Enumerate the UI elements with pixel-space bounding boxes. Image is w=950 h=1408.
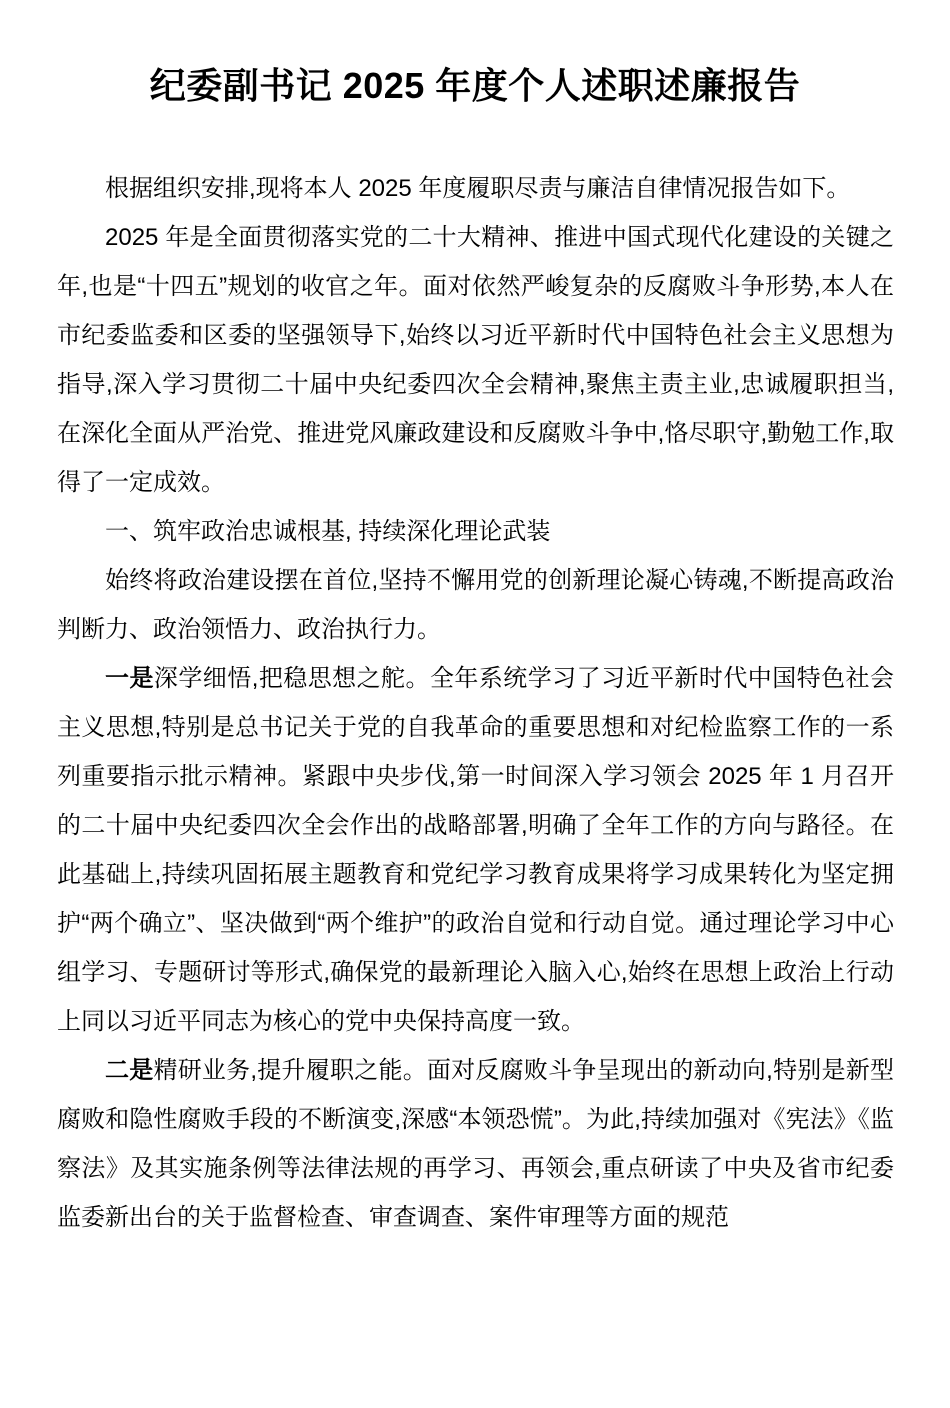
document-body (57, 164, 894, 1242)
point-2-lead-label: 二是 (105, 1057, 154, 1084)
document-page (0, 64, 950, 1408)
point-2-text: 精研业务,提升履职之能。面对反腐败斗争呈现出的新动向,特别是新型腐败和隐性腐败手段的不断演变,深感“本领恐慌”。为此,持续加强对《宪法》《监察法》及其实施条例等法律法规的再学习、再领会,重点研读了中央及省市纪委监委新出台的关于监督检查、审查调查、案件审理等方面的规范 (57, 1057, 894, 1231)
paragraph-point-2 (57, 1046, 894, 1242)
paragraph-section1-intro: 始终将政治建设摆在首位,坚持不懈用党的创新理论凝心铸魂,不断提高政治判断力、政治领悟力、政治执行力。 (57, 567, 894, 643)
paragraph-point-1 (57, 654, 894, 1046)
point-1-lead-label: 一是 (105, 665, 154, 692)
point-1-text: 深学细悟,把稳思想之舵。全年系统学习了习近平新时代中国特色社会主义思想,特别是总书记关于党的自我革命的重要思想和对纪检监察工作的一系列重要指示批示精神。紧跟中央步伐,第一时间深入学习领会 2025 年 1 月召开的二十届中央纪委四次全会作出的战略部署,明确了全年工作的方向与路径。在此基础上,持续巩固拓展主题教育和党纪学习教育成果将学习成果转化为坚定拥护“两个确立”、坚决做到“两个维护”的政治自觉和行动自觉。通过理论学习中心组学习、专题研讨等形式,确保党的最新理论入脑入心,始终在思想上政治上行动上同以习近平同志为核心的党中央保持高度一致。 (57, 665, 895, 1035)
section-heading-1: 一、筑牢政治忠诚根基, 持续深化理论武装 (105, 518, 551, 545)
paragraph-overview: 2025 年是全面贯彻落实党的二十大精神、推进中国式现代化建设的关键之年,也是“十四五”规划的收官之年。面对依然严峻复杂的反腐败斗争形势,本人在市纪委监委和区委的坚强领导下,始终以习近平新时代中国特色社会主义思想为指导,深入学习贯彻二十届中央纪委四次全会精神,聚焦主责主业,忠诚履职担当,在深化全面从严治党、推进党风廉政建设和反腐败斗争中,恪尽职守,勤勉工作,取得了一定成效。 (57, 224, 894, 496)
document-title: 纪委副书记 2025 年度个人述职述廉报告 (149, 65, 801, 106)
paragraph-intro: 根据组织安排,现将本人 2025 年度履职尽责与廉洁自律情况报告如下。 (105, 175, 851, 202)
